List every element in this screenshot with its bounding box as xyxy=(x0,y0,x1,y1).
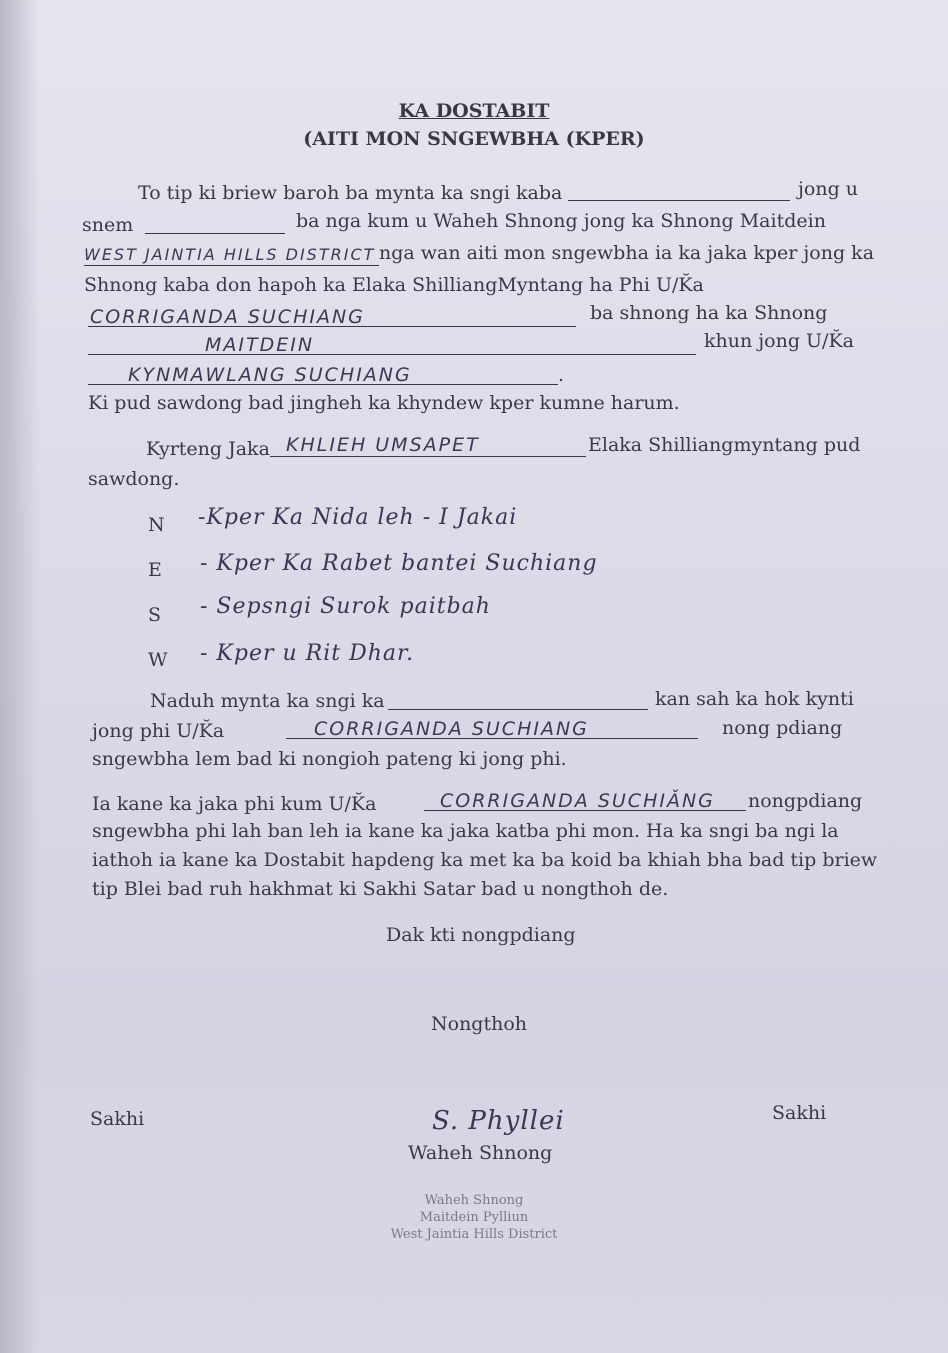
bound-e-text: - Kper Ka Rabet bantei Suchiang xyxy=(200,551,598,576)
p1-line-c: snem xyxy=(82,214,134,236)
bound-s-dir: S xyxy=(148,604,162,626)
p2-line-a: Kyrteng Jaka xyxy=(146,438,270,460)
bound-n-text: -Kper Ka Nida leh - I Jakai xyxy=(198,505,518,530)
bound-w-dir: W xyxy=(148,649,168,671)
p1-line-i: . xyxy=(558,364,565,386)
closing-text: Dak kti nongpdiang xyxy=(386,924,576,946)
p1-line-f: Shnong kaba don hapoh ka Elaka ShilliangMyntang ha Phi U/K̆a xyxy=(84,274,704,296)
line-name-2 xyxy=(286,738,698,739)
handwritten-village: MAITDEIN xyxy=(205,334,315,356)
sakhi-left: Sakhi xyxy=(90,1108,145,1130)
line-jaka xyxy=(270,456,586,457)
sakhi-right: Sakhi xyxy=(772,1102,827,1124)
official-stamp xyxy=(0,1192,948,1243)
handwritten-district: WEST JAINTIA HILLS DISTRICT xyxy=(84,245,376,264)
line-village xyxy=(88,354,696,355)
handwritten-jaka: KHLIEH UMSAPET xyxy=(286,434,480,456)
document-subtitle: (AITI MON SNGEWBHA (KPER) xyxy=(303,128,645,150)
handwritten-name-1: CORRIGANDA SUCHIANG xyxy=(90,306,365,328)
blank-date-2 xyxy=(388,709,648,710)
p2-line-c: sawdong. xyxy=(88,468,180,490)
p1-line-e: nga wan aiti mon sngewbha ia ka jaka kper jong ka xyxy=(379,242,875,264)
document-title: KA DOSTABIT xyxy=(398,100,550,122)
bound-w-text: - Kper u Rit Dhar. xyxy=(200,641,415,666)
p1-line-b: jong u xyxy=(798,178,859,200)
p3-line-d: nong pdiang xyxy=(722,717,843,739)
bound-n-dir: N xyxy=(148,514,165,536)
p3-line-a: Naduh mynta ka sngi ka xyxy=(150,690,385,712)
handwritten-name-3: CORRIGANDA SUCHIǍNG xyxy=(440,790,715,812)
p3-line-c: jong phi U/K̆a xyxy=(92,720,225,742)
blank-year xyxy=(145,233,285,234)
line-name-1 xyxy=(88,326,576,327)
p2-line-b: Elaka Shilliangmyntang pud xyxy=(588,434,861,456)
bound-e-dir: E xyxy=(148,559,162,581)
p3-line-e: sngewbha lem bad ki nongioh pateng ki jong phi. xyxy=(92,748,567,770)
p4-line-b: nongpdiang xyxy=(748,790,863,812)
p4-line-d: iathoh ia kane ka Dostabit hapdeng ka met ka ba koid ba khiah bha bad tip briew xyxy=(92,849,878,871)
p4-line-a: Ia kane ka jaka phi kum U/K̆a xyxy=(92,793,377,815)
p1-line-h: khun jong U/K̆a xyxy=(704,330,854,352)
waheh-shnong-label: Waheh Shnong xyxy=(408,1142,553,1164)
stamp-line-3: West Jaintia Hills District xyxy=(390,1227,558,1242)
p4-line-e: tip Blei bad ruh hakhmat ki Sakhi Satar bad u nongthoh de. xyxy=(92,878,669,900)
line-district xyxy=(84,265,379,266)
bound-s-text: - Sepsngi Surok paitbah xyxy=(200,594,491,619)
stamp-line-1: Waheh Shnong xyxy=(424,1193,524,1208)
p1-line-g: ba shnong ha ka Shnong xyxy=(590,302,828,324)
line-father xyxy=(88,384,558,385)
p1-line-d: ba nga kum u Waheh Shnong jong ka Shnong Maitdein xyxy=(296,210,826,232)
p1-line-a: To tip ki briew baroh ba mynta ka sngi kaba xyxy=(138,182,563,204)
handwritten-father: KYNMAWLANG SUCHIANG xyxy=(128,364,412,386)
nongthoh-label: Nongthoh xyxy=(431,1013,528,1035)
paper-shadow xyxy=(0,0,40,1353)
p4-line-c: sngewbha phi lah ban leh ia kane ka jaka katba phi mon. Ha ka sngi ba ngi la xyxy=(92,820,839,842)
signature: S. Phyllei xyxy=(432,1106,565,1136)
blank-date-1 xyxy=(568,200,790,201)
p3-line-b: kan sah ka hok kynti xyxy=(655,688,854,710)
stamp-line-2: Maitdein Pylliun xyxy=(419,1210,529,1225)
handwritten-name-2: CORRIGANDA SUCHIANG xyxy=(314,718,589,740)
line-name-3 xyxy=(424,810,746,811)
p1-line-j: Ki pud sawdong bad jingheh ka khyndew kper kumne harum. xyxy=(88,392,680,414)
